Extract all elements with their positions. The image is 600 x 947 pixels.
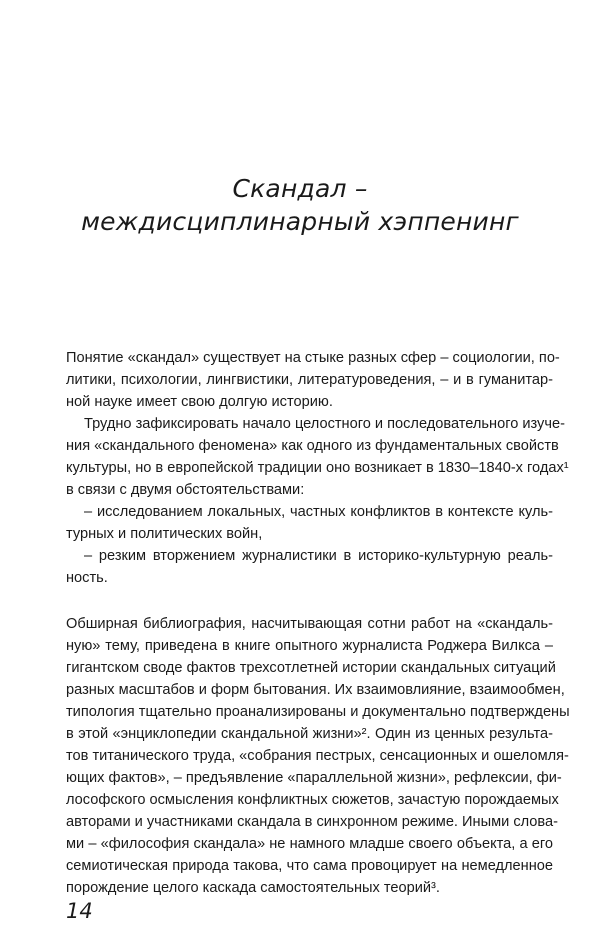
text-line: Трудно зафиксировать начало целостного и последовательного изуче- <box>84 416 565 432</box>
text-line: разных масштабов и форм бытования. Их взаимовлияние, взаимообмен, <box>66 682 565 698</box>
text-line: ность. <box>66 570 108 586</box>
text-line: Обширная библиография, насчитывающая сотни работ на «скандаль- <box>66 616 553 632</box>
text-line: культуры, но в европейской традиции оно возникает в 1830–1840-х годах¹ <box>66 460 569 476</box>
text-line: в связи с двумя обстоятельствами: <box>66 482 305 498</box>
text-line: – исследованием локальных, частных конфликтов в контексте куль- <box>84 504 553 520</box>
text-line: лософского осмысления конфликтных сюжетов, зачастую порождаемых <box>66 792 559 808</box>
text-line: семиотическая природа такова, что сама провоцирует на немедленное <box>66 858 553 874</box>
text-line: ющих фактов», – предъявление «параллельной жизни», рефлексии, фи- <box>66 770 562 786</box>
text-line: ния «скандального феномена» как одного из фундаментальных свойств <box>66 438 559 454</box>
paragraph-1 <box>66 347 560 413</box>
text-line: – резким вторжением журналистики в историко-культурную реаль- <box>84 548 553 564</box>
text-line: ную» тему, приведена в книге опытного журналиста Роджера Вилкса – <box>66 638 553 654</box>
text-line: ми – «философия скандала» не намного младше своего объекта, а его <box>66 836 553 852</box>
body-text <box>66 347 570 899</box>
text-line: в этой «энциклопедии скандальной жизни»². Один из ценных результа- <box>66 726 553 742</box>
text-line: порождение целого каскада самостоятельных теорий³. <box>66 880 440 896</box>
text-line: авторами и участниками скандала в синхронном режиме. Иными слова- <box>66 814 558 830</box>
text-line: тов титанического труда, «собрания пестрых, сенсационных и ошеломля- <box>66 748 569 764</box>
paragraph-gap <box>66 589 553 613</box>
page-number: 14 <box>66 899 93 923</box>
text-line: литики, психологии, лингвистики, литературоведения, – и в гуманитар- <box>66 372 553 388</box>
chapter-title <box>0 172 600 238</box>
paragraph-5 <box>66 613 570 899</box>
paragraph-2 <box>66 413 569 501</box>
text-line: турных и политических войн, <box>66 526 263 542</box>
text-line: гигантском своде фактов трехсотлетней истории скандальных ситуаций <box>66 660 556 676</box>
chapter-title-line-1: Скандал – <box>232 174 368 203</box>
text-line: типология тщательно проанализированы и документально подтверждены <box>66 704 570 720</box>
text-line: ной науке имеет свою долгую историю. <box>66 394 333 410</box>
chapter-title-line-2: междисциплинарный хэппенинг <box>81 207 519 236</box>
paragraph-3 <box>66 501 553 545</box>
paragraph-4 <box>66 545 553 589</box>
text-line: Понятие «скандал» существует на стыке разных сфер – социологии, по- <box>66 350 560 366</box>
